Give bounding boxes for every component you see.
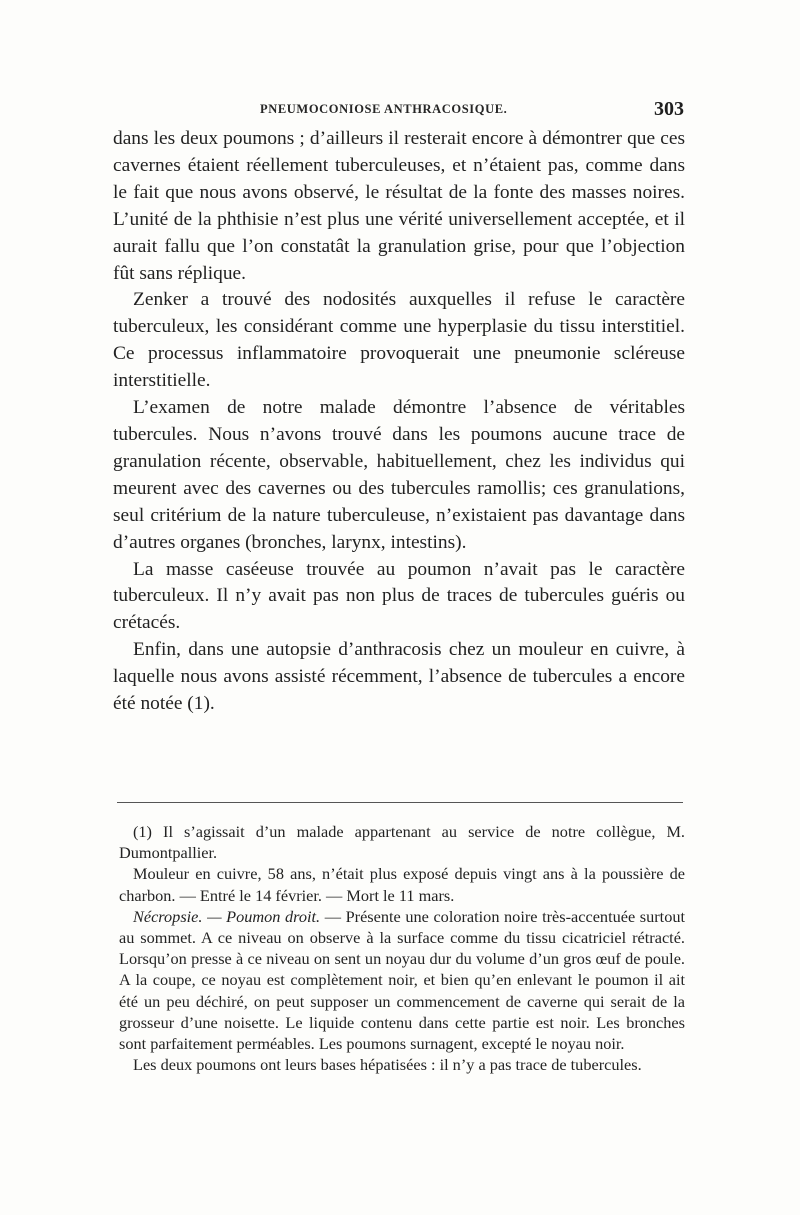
paragraph-zenker: Zenker a trouvé des nodosités auxquelles il refuse le caractère tuberculeux, les considérant comme une hyperplasie du tissu interstitiel. Ce processus inflammatoire provoquerait une pneumonie scléreuse interstitielle. [113, 289, 685, 392]
footnote-conclusion: Les deux poumons ont leurs bases hépatisées : il n’y a pas trace de tubercules. [133, 1055, 642, 1075]
paragraph-examen: L’examen de notre malade démontre l’absence de véritables tubercules. Nous n’avons trouvé dans les poumons aucune trace de granulation récente, observable, habituellement, chez les individus qui meurent avec des cavernes ou des tubercules ramollis; ces granulations, seul critérium de la nature tuberculeuse, n’existaient pas davantage dans d’autres organes (bronches, larynx, intestins). [113, 397, 685, 553]
page-number: 303 [654, 98, 684, 120]
paragraph-masse-caseeuse: La masse caséeuse trouvée au poumon n’avait pas le caractère tuberculeux. Il n’y avait pas non plus de traces de tubercules guéris ou crétacés. [113, 558, 685, 634]
footnote-necropsie [119, 906, 685, 1054]
body-text [113, 126, 685, 718]
paragraph-continued: dans les deux poumons ; d’ailleurs il resterait encore à démontrer que ces cavernes étaient réellement tuberculeuses, et n’étaient pas, comme dans le fait que nous avons observé, le résultat de la fonte des masses noires. L’unité de la phthisie n’est plus une vérité universellement acceptée, et il aurait fallu que l’on constatât la granulation grise, pour que l’objection fût sans réplique. [113, 128, 685, 284]
running-title: PNEUMOCONIOSE ANTHRACOSIQUE. [260, 102, 508, 116]
paragraph-enfin: Enfin, dans une autopsie d’anthracosis chez un mouleur en cuivre, à laquelle nous avons assisté récemment, l’absence de tubercules a encore été notée (1). [113, 639, 685, 715]
footnote-divider [117, 802, 683, 803]
footnote-patient: Mouleur en cuivre, 58 ans, n’était plus exposé depuis vingt ans à la poussière de charbon. — Entré le 14 février. — Mort le 11 mars. [119, 864, 685, 905]
footnote [119, 821, 685, 1075]
necropsie-label: Nécropsie. — Poumon droit. [133, 906, 321, 926]
running-head [110, 98, 684, 122]
footnote-reference: (1) Il s’agissait d’un malade appartenant au service de notre collègue, M. Dumontpallier. [119, 822, 685, 863]
necropsie-text: — Présente une coloration noire très-accentuée surtout au sommet. A ce niveau on observe à la surface comme du tissu cicatriciel rétracté. Lorsqu’on presse à ce niveau on sent un noyau dur du volume d’un gros œuf de poule. A la coupe, ce noyau est complètement noir, et bien qu’en enlevant le poumon il ait été un peu déchiré, on peut supposer un commencement de caverne qui serait de la grosseur d’une noisette. Le liquide contenu dans cette partie est noir. Les bronches sont parfaitement perméables. Les poumons surnagent, excepté le noyau noir. [119, 906, 685, 1054]
